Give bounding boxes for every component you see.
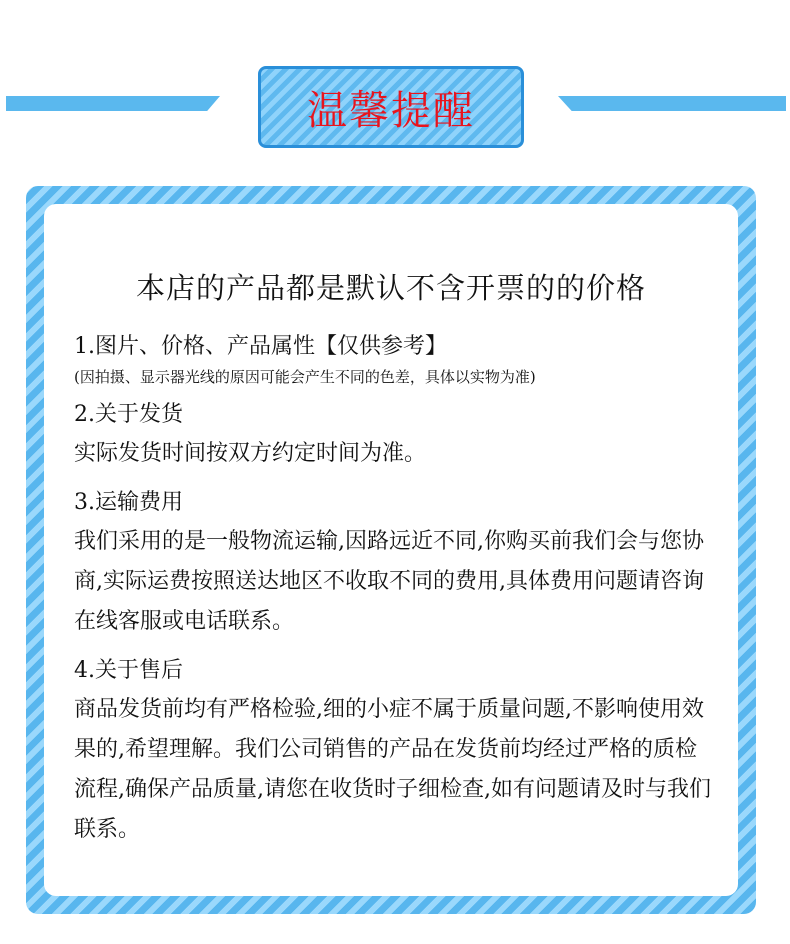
headline: 本店的产品都是默认不含开票的的价格: [135, 271, 646, 305]
section-note-images: (因拍摄、显示器光线的原因可能会产生不同的色差，具体以实物为准): [74, 368, 536, 386]
notice-content: [74, 330, 718, 862]
page-title: 温馨提醒: [307, 87, 475, 134]
header-bar-left: [6, 96, 220, 111]
notice-frame: [26, 186, 756, 914]
header-badge: [258, 66, 524, 148]
notice-panel: [44, 204, 738, 896]
section-title-aftersales: 4.关于售后: [74, 658, 183, 683]
section-title-images: 1.图片、价格、产品属性【仅供参考】: [74, 334, 447, 359]
section-title-freight: 3.运输费用: [74, 490, 183, 515]
section-title-shipping: 2.关于发货: [74, 402, 183, 427]
section-body-aftersales: 商品发货前均有严格检验,细的小症不属于质量问题,不影响使用效果的,希望理解。我们公司销售的产品在发货前均经过严格的质检流程,确保产品质量,请您在收货时子细检查,如有问题请及时与我们联系。: [74, 697, 711, 842]
section-body-shipping: 实际发货时间按双方约定时间为准。: [74, 441, 427, 466]
header-bar-right: [558, 96, 786, 111]
section-body-freight: 我们采用的是一般物流运输,因路远近不同,你购买前我们会与您协商,实际运费按照送达地区不收取不同的费用,具体费用问题请咨询在线客服或电话联系。: [74, 529, 704, 634]
